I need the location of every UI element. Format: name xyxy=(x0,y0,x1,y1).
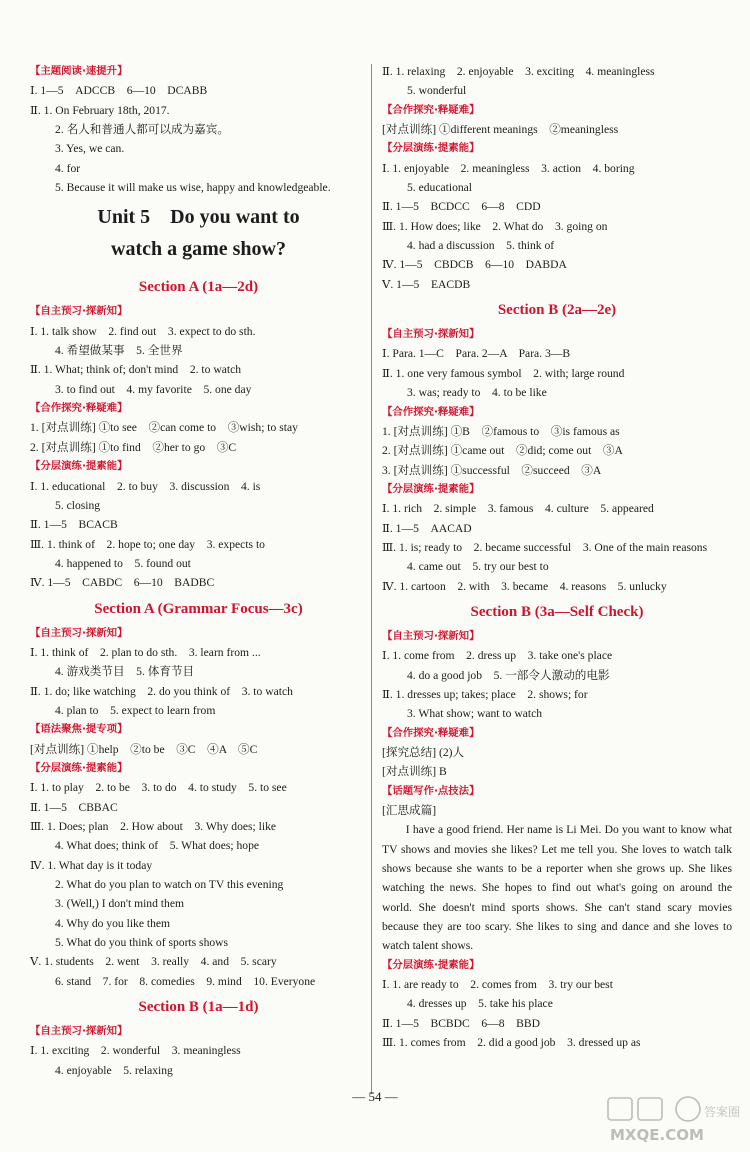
section-tag: 【分层演练·提素能】 xyxy=(382,142,480,155)
answer-line: Ⅴ. 1. students 2. went 3. really 4. and 5. scary xyxy=(30,955,277,969)
answer-line: 5. educational xyxy=(407,181,473,195)
answer-line: Ⅰ. 1. to play 2. to be 3. to do 4. to study 5. to see xyxy=(30,781,287,795)
answer-line: 5. wonderful xyxy=(407,84,467,98)
answer-line: Ⅰ. 1. think of 2. plan to do sth. 3. learn from ... xyxy=(30,645,261,659)
answer-line: Ⅴ. 1—5 EACDB xyxy=(382,277,471,291)
answer-line: 3. [对点训练] ①successful ②succeed ③A xyxy=(382,463,602,477)
section-tag: 【自主预习·探新知】 xyxy=(30,626,128,639)
answer-line: 4. What does; think of 5. What does; hope xyxy=(55,839,260,853)
answer-line: 2. [对点训练] ①to find ②her to go ③C xyxy=(30,440,237,454)
answer-line: [对点训练] ①different meanings ②meaningless xyxy=(382,123,619,137)
answer-line: 4. plan to 5. expect to learn from xyxy=(55,703,216,717)
section-heading: Section A (Grammar Focus—3c) xyxy=(94,600,303,617)
answer-line: Ⅲ. 1. How does; like 2. What do 3. going on xyxy=(382,219,608,233)
section-tag: 【合作探究·释疑难】 xyxy=(30,402,128,415)
answer-line: Ⅳ. 1—5 CABDC 6—10 BADBC xyxy=(30,576,215,590)
answer-line: 2. What do you plan to watch on TV this evening xyxy=(55,878,284,892)
section-heading: Section B (2a—2e) xyxy=(497,302,617,319)
answer-line: Ⅱ. 1—5 CBBAC xyxy=(30,800,118,814)
answer-line: Ⅰ. 1. come from 2. dress up 3. take one's place xyxy=(382,649,613,663)
answer-line: Ⅳ. 1. cartoon 2. with 3. became 4. reasons 5. unlucky xyxy=(382,579,667,593)
answer-line: [汇思成篇] xyxy=(382,804,437,818)
answer-line: 3. What show; want to watch xyxy=(407,707,543,721)
answer-line: 3. (Well,) I don't mind them xyxy=(55,897,184,911)
section-tag: 【合作探究·释疑难】 xyxy=(382,726,480,739)
answer-line: Ⅱ. 1—5 BCDCC 6—8 CDD xyxy=(382,200,541,214)
answer-line: 5. closing xyxy=(55,498,101,512)
answer-line: Ⅱ. 1. do; like watching 2. do you think of 3. to watch xyxy=(30,684,293,698)
answer-line: Ⅱ. 1. one very famous symbol 2. with; large round xyxy=(382,366,625,380)
section-tag: 【语法聚焦·提专项】 xyxy=(30,723,128,736)
answer-line: Ⅰ. 1. are ready to 2. comes from 3. try our best xyxy=(382,978,613,992)
answer-line: 4. had a discussion 5. think of xyxy=(407,239,555,253)
answer-line: 4. enjoyable 5. relaxing xyxy=(55,1063,173,1077)
section-tag: 【话题写作·点技法】 xyxy=(382,784,480,797)
section-tag: 【合作探究·释疑难】 xyxy=(382,405,480,418)
section-tag: 【主题阅读·速提升】 xyxy=(30,65,128,77)
section-heading: Section B (3a—Self Check) xyxy=(470,603,644,620)
right-column xyxy=(382,62,732,1053)
answer-line: Ⅱ. 1. relaxing 2. enjoyable 3. exciting 4. meaningless xyxy=(382,65,655,78)
answer-line: 4. came out 5. try our best to xyxy=(407,560,549,574)
answer-line: 3. was; ready to 4. to be like xyxy=(407,386,547,400)
answer-line: 4. do a good job 5. 一部令人激动的电影 xyxy=(407,668,610,682)
answer-line: 1. [对点训练] ①B ②famous to ③is famous as xyxy=(382,424,620,438)
section-tag: 【分层演练·提素能】 xyxy=(382,482,480,495)
answer-line: Ⅰ. 1. rich 2. simple 3. famous 4. culture 5. appeared xyxy=(382,502,654,516)
watermark-text: 答案圈 xyxy=(704,1105,741,1119)
answer-line: Ⅰ. 1. talk show 2. find out 3. expect to do sth. xyxy=(30,324,256,338)
answer-line: 2. 名人和普通人都可以成为嘉宾。 xyxy=(55,123,229,137)
answer-line: Ⅳ. 1. What day is it today xyxy=(30,858,153,872)
answer-line: Ⅰ. 1. educational 2. to buy 3. discussion 4. is xyxy=(30,479,261,493)
answer-line: Ⅲ. 1. is; ready to 2. became successful 3. One of the main reasons xyxy=(382,540,708,554)
answer-line: Ⅲ. 1. think of 2. hope to; one day 3. expects to xyxy=(30,537,265,551)
unit-title: watch a game show? xyxy=(111,238,286,261)
section-tag: 【分层演练·提素能】 xyxy=(30,761,128,774)
answer-line: 4. 游戏类节目 5. 体育节目 xyxy=(55,665,195,679)
answer-line: 4. happened to 5. found out xyxy=(55,556,191,570)
answer-line: 6. stand 7. for 8. comedies 9. mind 10. Everyone xyxy=(55,974,316,988)
section-tag: 【自主预习·探新知】 xyxy=(30,305,128,318)
page-number: — 54 — xyxy=(352,1089,398,1104)
answer-line: Ⅰ. Para. 1—C Para. 2—A Para. 3—B xyxy=(382,347,571,361)
answer-line: Ⅱ. 1—5 BCBDC 6—8 BBD xyxy=(382,1016,540,1030)
answer-line: Ⅱ. 1. On February 18th, 2017. xyxy=(30,103,170,117)
answer-line: 4. dresses up 5. take his place xyxy=(407,997,553,1011)
answer-line: Ⅲ. 1. comes from 2. did a good job 3. dressed up as xyxy=(382,1036,641,1050)
answer-line: 4. Why do you like them xyxy=(55,916,171,930)
unit-title: Unit 5 Do you want to xyxy=(97,206,300,229)
section-heading: Section B (1a—1d) xyxy=(138,999,259,1016)
answer-line: 3. Yes, we can. xyxy=(55,142,125,156)
section-tag: 【自主预习·探新知】 xyxy=(30,1025,128,1038)
answer-line: [探究总结] (2)人 xyxy=(382,746,465,759)
section-tag: 【自主预习·探新知】 xyxy=(382,629,480,642)
section-tag: 【分层演练·提素能】 xyxy=(382,958,480,971)
answer-line: 2. [对点训练] ①came out ②did; come out ③A xyxy=(382,444,623,458)
answer-line: Ⅰ. 1—5 ADCCB 6—10 DCABB xyxy=(30,84,208,98)
answer-line: Ⅱ. 1. dresses up; takes; place 2. shows; for xyxy=(382,687,588,701)
section-tag: 【自主预习·探新知】 xyxy=(382,328,480,341)
left-column xyxy=(30,62,367,1080)
answer-line: 5. Because it will make us wise, happy and knowledgeable. xyxy=(55,181,331,195)
answer-line: Ⅱ. 1—5 BCACB xyxy=(30,518,118,532)
answer-line: 1. [对点训练] ①to see ②can come to ③wish; to stay xyxy=(30,421,298,435)
answer-line: 5. What do you think of sports shows xyxy=(55,936,229,950)
answer-line: 4. for xyxy=(55,161,81,175)
answer-line: Ⅲ. 1. Does; plan 2. How about 3. Why does; like xyxy=(30,820,277,833)
answer-line: Ⅰ. 1. exciting 2. wonderful 3. meaningless xyxy=(30,1044,241,1058)
column-divider xyxy=(371,64,372,1094)
answer-line: 4. 希望做某事 5. 全世界 xyxy=(55,344,183,358)
answer-line: Ⅱ. 1. What; think of; don't mind 2. to watch xyxy=(30,363,242,377)
answer-line: 3. to find out 4. my favorite 5. one day xyxy=(55,382,252,396)
answer-line: Ⅳ. 1—5 CBDCB 6—10 DABDA xyxy=(382,258,567,272)
answer-line: Ⅱ. 1—5 AACAD xyxy=(382,521,472,535)
answer-line: [对点训练] ①help ②to be ③C ④A ⑤C xyxy=(30,742,258,756)
answer-line: [对点训练] B xyxy=(382,765,447,779)
section-tag: 【合作探究·释疑难】 xyxy=(382,103,480,116)
section-heading: Section A (1a—2d) xyxy=(138,279,259,296)
answer-line: Ⅰ. 1. enjoyable 2. meaningless 3. action 4. boring xyxy=(382,161,635,175)
watermark-url: MXQE.COM xyxy=(610,1126,704,1144)
writing-paragraph: I have a good friend. Her name is Li Mei. Do you want to know what TV shows and movies she likes? Let me tell you. She loves to watch talk shows because she wants to be a reporter when she grows up. She likes watching the news. She hopes to find out what's going on around the world. She doesn't mind sports shows. She can't stand scary movies because they are too scary. She likes to sing and dance and she loves to watch talent shows. xyxy=(382,823,732,953)
watermark-logo xyxy=(604,1094,741,1146)
section-tag: 【分层演练·提素能】 xyxy=(30,460,128,473)
